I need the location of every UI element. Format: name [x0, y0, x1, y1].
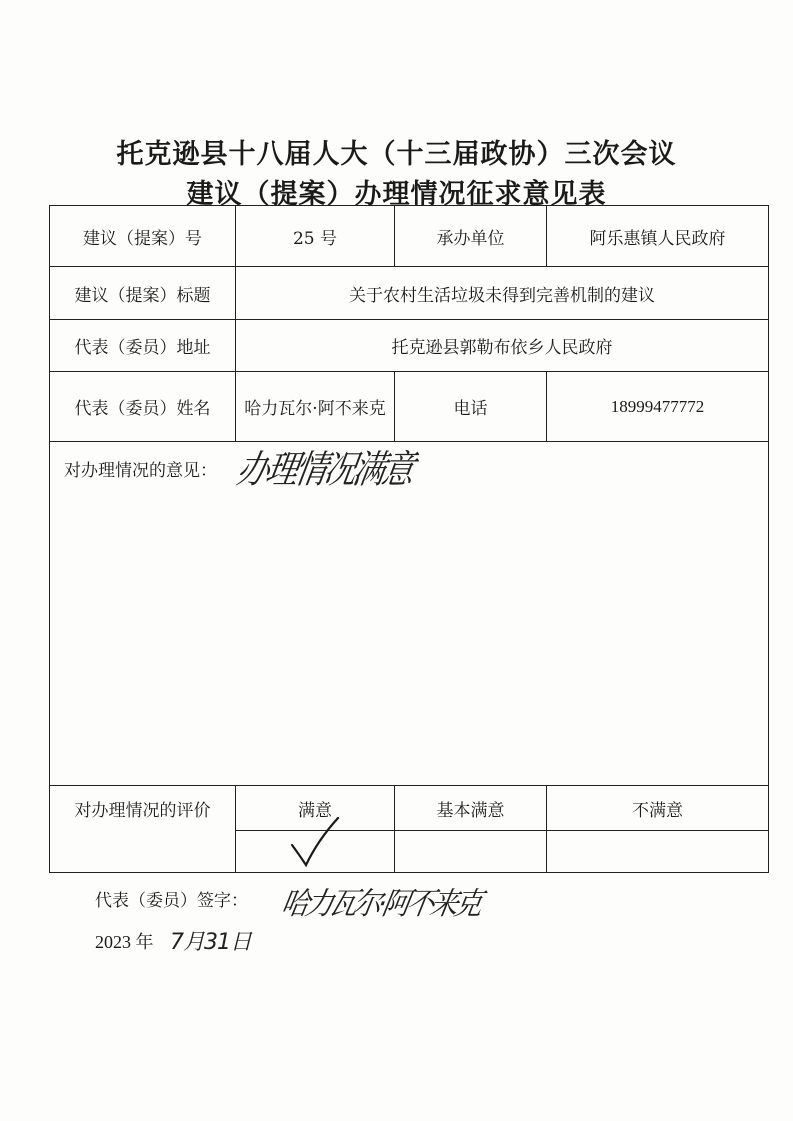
opinion-cell: [50, 442, 769, 786]
date-printed: 2023 年: [95, 932, 154, 952]
rating-box-unsatisfied: [547, 831, 769, 873]
opinion-form-table: [49, 205, 769, 873]
proposal-number-value: 25 号: [236, 206, 395, 267]
rating-option-basically-satisfied: 基本满意: [395, 786, 547, 831]
representative-name-label: 代表（委员）姓名: [50, 372, 236, 442]
representative-address-label: 代表（委员）地址: [50, 320, 236, 372]
rating-option-unsatisfied: 不满意: [547, 786, 769, 831]
date-handwritten: 7月31日: [170, 930, 251, 955]
proposal-title-label: 建议（提案）标题: [50, 267, 236, 320]
undertaking-unit-label: 承办单位: [395, 206, 547, 267]
phone-value: 18999477772: [547, 372, 769, 442]
rating-option-satisfied: 满意: [236, 786, 395, 831]
checkmark-icon: [286, 815, 346, 875]
proposal-title-value: 关于农村生活垃圾未得到完善机制的建议: [236, 267, 769, 320]
undertaking-unit-value: 阿乐惠镇人民政府: [547, 206, 769, 267]
signature-handwritten: 哈力瓦尔·阿不来克: [278, 885, 482, 922]
representative-name-value: 哈力瓦尔·阿不来克: [236, 372, 395, 442]
rating-box-basically-satisfied: [395, 831, 547, 873]
phone-label: 电话: [395, 372, 547, 442]
opinion-handwritten: 办理情况满意: [233, 446, 416, 493]
signature-label: 代表（委员）签字：: [95, 891, 248, 911]
rating-label: 对办理情况的评价: [50, 786, 236, 873]
opinion-label: 对办理情况的意见：: [64, 461, 217, 481]
proposal-number-label: 建议（提案）号: [50, 206, 236, 267]
document-title-line2: 建议（提案）办理情况征求意见表: [186, 179, 607, 210]
representative-address-value: 托克逊县郭勒布依乡人民政府: [236, 320, 769, 372]
document-title-line1: 托克逊县十八届人大（十三届政协）三次会议: [116, 139, 677, 170]
